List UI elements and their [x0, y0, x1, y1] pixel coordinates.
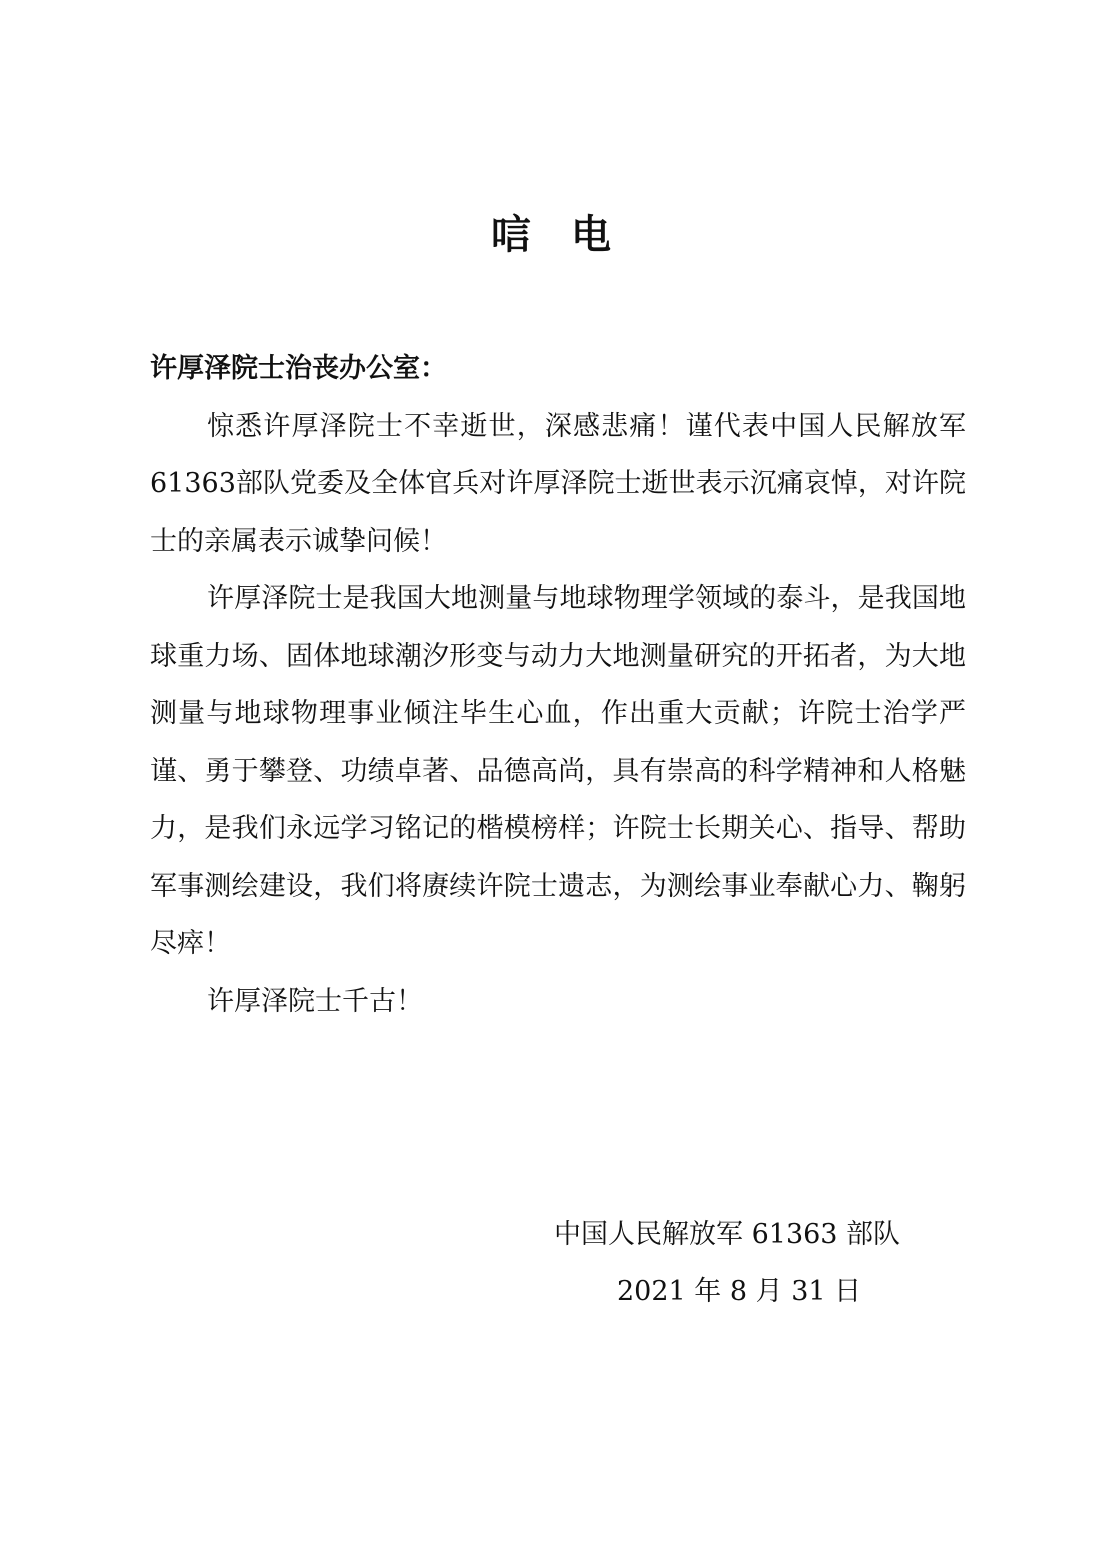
signature-date: 2021 年 8 月 31 日 — [617, 1276, 862, 1307]
salutation: 许厚泽院士治丧办公室： — [150, 353, 447, 384]
signature-organization: 中国人民解放军 61363 部队 — [554, 1219, 901, 1250]
letter-body — [150, 340, 966, 1030]
signature-block — [540, 1206, 920, 1320]
paragraph-tribute: 许厚泽院士是我国大地测量与地球物理学领域的泰斗，是我国地球重力场、固体地球潮汐形变与动力大地测量研究的开拓者，为大地测量与地球物理事业倾注毕生心血，作出重大贡献；许院士治学严谨、勇于攀登、功绩卓著、品德高尚，具有崇高的科学精神和人格魅力，是我们永远学习铭记的楷模榜样；许院士长期关心、指导、帮助军事测绘建设，我们将赓续许院士遗志，为测绘事业奉献心力、鞠躬尽瘁！ — [150, 583, 966, 959]
paragraph-condolence: 惊悉许厚泽院士不幸逝世，深感悲痛！谨代表中国人民解放军61363部队党委及全体官兵对许厚泽院士逝世表示沉痛哀悼，对许院士的亲属表示诚挚问候！ — [150, 410, 966, 557]
document-title: 唁电 — [491, 211, 651, 258]
paragraph-farewell: 许厚泽院士千古！ — [207, 985, 423, 1017]
